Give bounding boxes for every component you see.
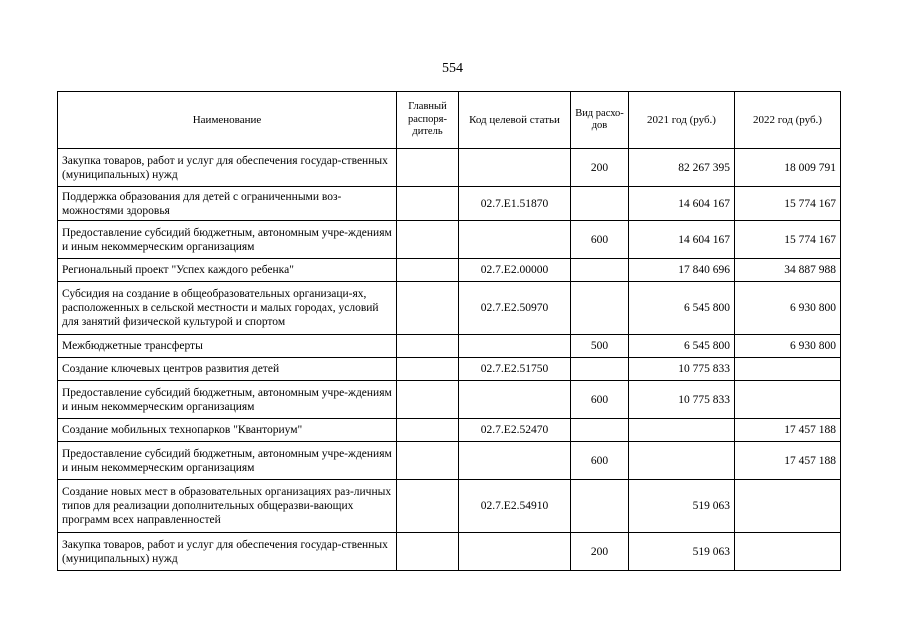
cell-name: Предоставление субсидий бюджетным, автономным учре-ждениям и иным некоммерческим организациям bbox=[58, 221, 397, 259]
cell-manager bbox=[397, 259, 459, 282]
cell-expense-type bbox=[571, 282, 629, 335]
header-target-code: Код целевой статьи bbox=[459, 92, 571, 149]
cell-2021: 519 063 bbox=[629, 480, 735, 533]
cell-manager bbox=[397, 381, 459, 419]
cell-2022 bbox=[735, 533, 841, 571]
cell-name: Субсидия на создание в общеобразовательных организаци-ях, расположенных в сельской местности и малых городах, условий для занятий физической культурой и спортом bbox=[58, 282, 397, 335]
table-row bbox=[58, 259, 841, 282]
cell-name: Предоставление субсидий бюджетным, автономным учре-ждениям и иным некоммерческим организациям bbox=[58, 381, 397, 419]
cell-expense-type: 600 bbox=[571, 381, 629, 419]
cell-2021: 10 775 833 bbox=[629, 358, 735, 381]
cell-2021: 6 545 800 bbox=[629, 335, 735, 358]
cell-name: Создание ключевых центров развития детей bbox=[58, 358, 397, 381]
cell-2022 bbox=[735, 381, 841, 419]
cell-target-code: 02.7.E2.52470 bbox=[459, 419, 571, 442]
cell-manager bbox=[397, 358, 459, 381]
table-row bbox=[58, 358, 841, 381]
table-row bbox=[58, 335, 841, 358]
cell-name: Создание мобильных технопарков "Кванториум" bbox=[58, 419, 397, 442]
cell-target-code: 02.7.E2.54910 bbox=[459, 480, 571, 533]
cell-2021: 519 063 bbox=[629, 533, 735, 571]
cell-name: Региональный проект "Успех каждого ребенка" bbox=[58, 259, 397, 282]
cell-2021: 14 604 167 bbox=[629, 187, 735, 221]
table-row bbox=[58, 533, 841, 571]
cell-name: Создание новых мест в образовательных организациях раз-личных типов для реализации дополнительных общеразви-вающих программ всех направленностей bbox=[58, 480, 397, 533]
cell-2022: 34 887 988 bbox=[735, 259, 841, 282]
cell-name: Закупка товаров, работ и услуг для обеспечения государ-ственных (муниципальных) нужд bbox=[58, 149, 397, 187]
cell-target-code bbox=[459, 335, 571, 358]
header-2022: 2022 год (руб.) bbox=[735, 92, 841, 149]
cell-manager bbox=[397, 221, 459, 259]
cell-manager bbox=[397, 480, 459, 533]
header-name: Наименование bbox=[58, 92, 397, 149]
cell-name: Предоставление субсидий бюджетным, автономным учре-ждениям и иным некоммерческим организациям bbox=[58, 442, 397, 480]
cell-manager bbox=[397, 442, 459, 480]
cell-target-code bbox=[459, 533, 571, 571]
cell-target-code: 02.7.E1.51870 bbox=[459, 187, 571, 221]
cell-expense-type: 200 bbox=[571, 533, 629, 571]
cell-expense-type bbox=[571, 419, 629, 442]
page-number: 554 bbox=[442, 61, 463, 76]
header-manager: Главный распоря-дитель bbox=[397, 92, 459, 149]
cell-2022 bbox=[735, 358, 841, 381]
cell-2021 bbox=[629, 419, 735, 442]
cell-expense-type bbox=[571, 187, 629, 221]
cell-name: Межбюджетные трансферты bbox=[58, 335, 397, 358]
table-row bbox=[58, 187, 841, 221]
cell-manager bbox=[397, 282, 459, 335]
cell-2022: 15 774 167 bbox=[735, 187, 841, 221]
table-row bbox=[58, 282, 841, 335]
cell-2021: 17 840 696 bbox=[629, 259, 735, 282]
cell-expense-type: 600 bbox=[571, 442, 629, 480]
header-2021: 2021 год (руб.) bbox=[629, 92, 735, 149]
budget-table bbox=[57, 91, 841, 571]
cell-2022: 6 930 800 bbox=[735, 335, 841, 358]
cell-2022: 17 457 188 bbox=[735, 442, 841, 480]
cell-2021: 14 604 167 bbox=[629, 221, 735, 259]
table-row bbox=[58, 221, 841, 259]
table-row bbox=[58, 381, 841, 419]
table-row bbox=[58, 480, 841, 533]
cell-2021: 82 267 395 bbox=[629, 149, 735, 187]
cell-2022: 18 009 791 bbox=[735, 149, 841, 187]
table-header-row bbox=[58, 92, 841, 149]
cell-target-code bbox=[459, 381, 571, 419]
cell-name: Закупка товаров, работ и услуг для обеспечения государ-ственных (муниципальных) нужд bbox=[58, 533, 397, 571]
cell-expense-type bbox=[571, 358, 629, 381]
cell-2022: 17 457 188 bbox=[735, 419, 841, 442]
cell-target-code: 02.7.E2.50970 bbox=[459, 282, 571, 335]
cell-expense-type bbox=[571, 480, 629, 533]
cell-name: Поддержка образования для детей с ограниченными воз-можностями здоровья bbox=[58, 187, 397, 221]
cell-target-code bbox=[459, 442, 571, 480]
cell-2021: 10 775 833 bbox=[629, 381, 735, 419]
cell-expense-type: 500 bbox=[571, 335, 629, 358]
cell-target-code bbox=[459, 221, 571, 259]
cell-2021: 6 545 800 bbox=[629, 282, 735, 335]
cell-expense-type: 200 bbox=[571, 149, 629, 187]
cell-2021 bbox=[629, 442, 735, 480]
cell-target-code: 02.7.E2.00000 bbox=[459, 259, 571, 282]
cell-target-code bbox=[459, 149, 571, 187]
cell-manager bbox=[397, 419, 459, 442]
cell-target-code: 02.7.E2.51750 bbox=[459, 358, 571, 381]
cell-manager bbox=[397, 187, 459, 221]
cell-manager bbox=[397, 533, 459, 571]
cell-2022: 15 774 167 bbox=[735, 221, 841, 259]
table-row bbox=[58, 419, 841, 442]
cell-expense-type: 600 bbox=[571, 221, 629, 259]
table-row bbox=[58, 149, 841, 187]
cell-expense-type bbox=[571, 259, 629, 282]
header-expense-type: Вид расхо-дов bbox=[571, 92, 629, 149]
cell-manager bbox=[397, 149, 459, 187]
cell-manager bbox=[397, 335, 459, 358]
cell-2022: 6 930 800 bbox=[735, 282, 841, 335]
cell-2022 bbox=[735, 480, 841, 533]
table-row bbox=[58, 442, 841, 480]
